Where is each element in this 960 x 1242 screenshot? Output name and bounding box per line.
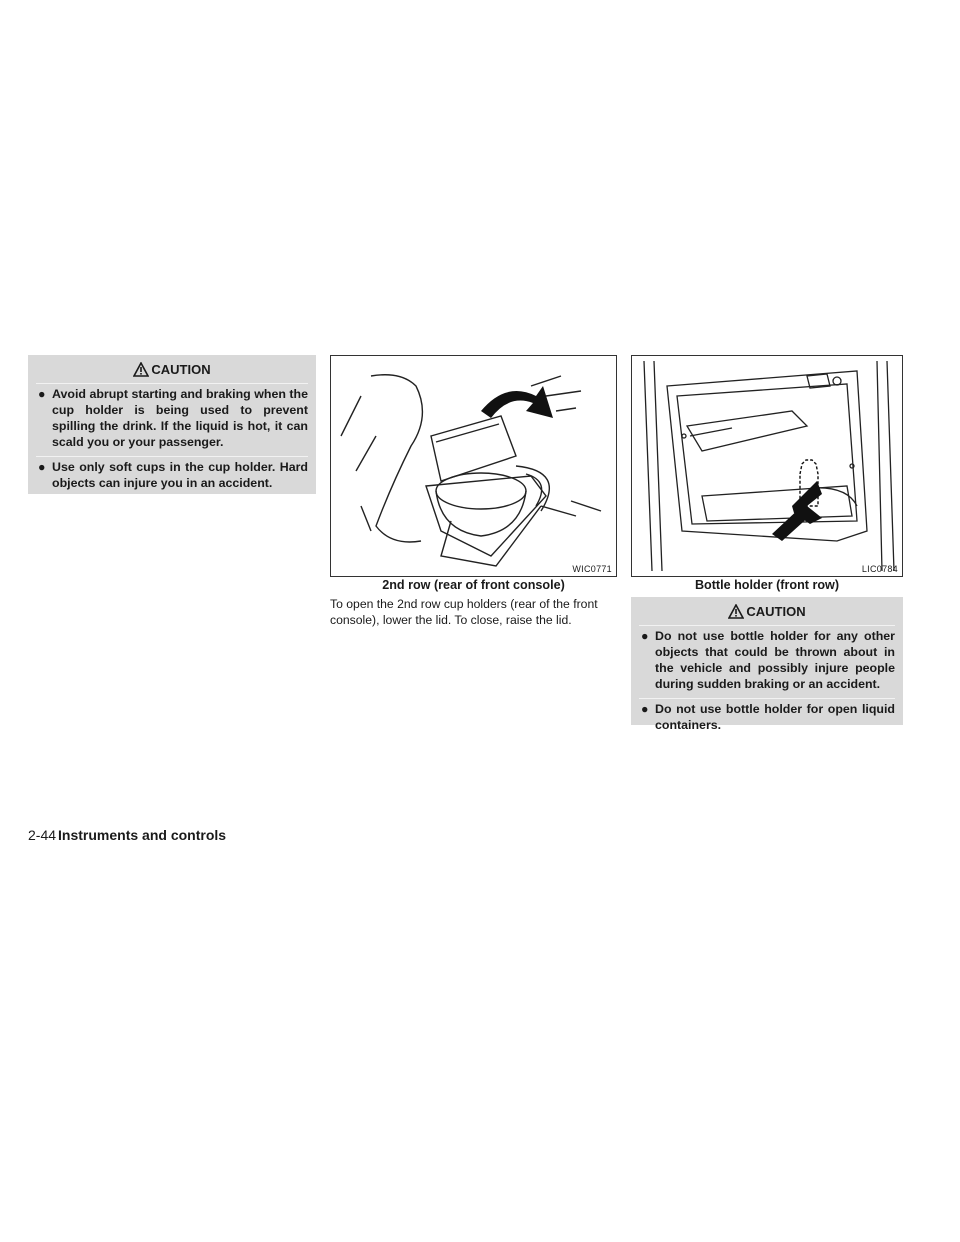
section-title: Instruments and controls: [58, 827, 227, 843]
caution-title: [36, 362, 308, 377]
bullet-icon: ●: [38, 460, 46, 474]
caution-item: ● Avoid abrupt starting and braking when the cup holder is being used to prevent spilling the drink. If the liquid is hot, it can scald you or your passenger.: [36, 383, 308, 450]
bullet-icon: ●: [38, 387, 46, 401]
warning-triangle-icon: [133, 362, 149, 377]
body-paragraph: To open the 2nd row cup holders (rear of the front console), lower the lid. To close, raise the lid.: [330, 597, 598, 627]
figure-caption: Bottle holder (front row): [694, 578, 840, 592]
figure-caption: 2nd row (rear of front console): [382, 578, 565, 592]
caution-title: [639, 604, 895, 619]
bullet-icon: ●: [641, 629, 649, 643]
figure-bottle-holder: [631, 355, 903, 577]
caution-box-left: [28, 355, 316, 494]
caution-title-text: CAUTION: [151, 362, 211, 377]
figure-code: LIC0784: [861, 564, 898, 574]
bottle-holder-illustration: [632, 356, 902, 576]
caution-item: ● Do not use bottle holder for any other objects that could be thrown about in the vehicle and possibly injure people during sudden braking or an accident.: [639, 625, 895, 692]
figure-cup-holder-2nd-row: [330, 355, 617, 577]
caution-title-text: CAUTION: [746, 604, 806, 619]
cup-holder-illustration: [331, 356, 616, 576]
page-number: 2-44: [28, 827, 57, 843]
page-footer: [28, 827, 226, 843]
caution-item: ● Use only soft cups in the cup holder. Hard objects can injure you in an accident.: [36, 456, 308, 491]
caution-box-right: [631, 597, 903, 732]
caution-list: [36, 383, 308, 491]
figure-code: WIC0771: [572, 564, 612, 574]
bullet-icon: ●: [641, 702, 649, 716]
caution-list: [639, 625, 895, 733]
caution-item: ● Do not use bottle holder for open liquid containers.: [639, 698, 895, 733]
warning-triangle-icon: [728, 604, 744, 619]
